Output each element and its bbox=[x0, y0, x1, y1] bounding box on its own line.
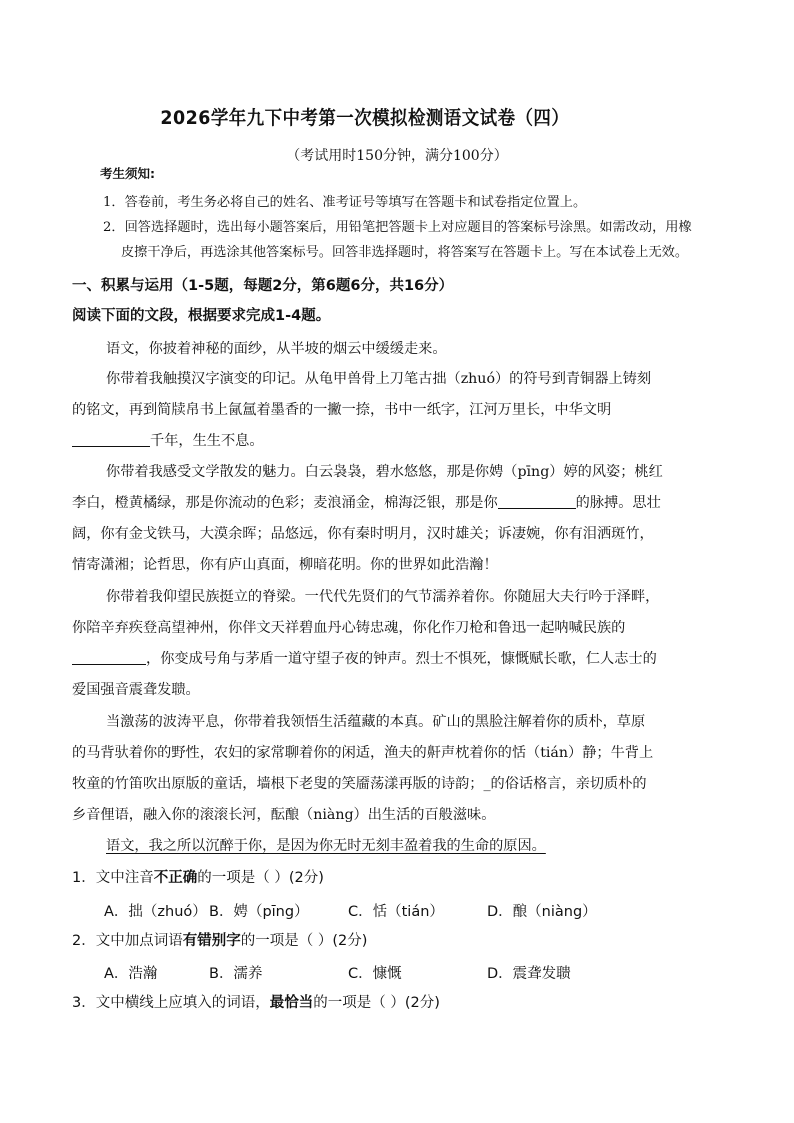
option-d[interactable]: D．震聋发聩 bbox=[487, 966, 571, 982]
question-text: 2．文中加点词语 bbox=[72, 933, 183, 949]
question-2 bbox=[72, 931, 367, 951]
option-a[interactable]: A．浩瀚 bbox=[104, 966, 158, 982]
option-d[interactable]: D．酿（niàng） bbox=[487, 904, 597, 920]
notes-heading: 考生须知: bbox=[100, 166, 155, 181]
passage-line: 情寄潇湘；论哲思，你有庐山真面，柳暗花明。你的世界如此浩瀚！ bbox=[72, 557, 498, 573]
passage-line: 的铭文，再到简牍帛书上氤氲着墨香的一撇一捺，书中一纸字，江河万里长，中华文明 bbox=[72, 402, 612, 418]
question-3 bbox=[72, 993, 440, 1013]
fill-blank[interactable] bbox=[72, 432, 150, 447]
exam-title: 2026学年九下中考第一次模拟检测语文试卷（四） bbox=[160, 107, 570, 129]
note-item: 1．答卷前，考生务必将自己的姓名、准考证号等填写在答题卡和试卷指定位置上。 bbox=[103, 195, 587, 210]
passage-line: 爱国强音震聋发聩。 bbox=[72, 682, 200, 698]
passage-line: 你带着我触摸汉字演变的印记。从龟甲兽骨上刀笔古拙（zhuó）的符号到青铜器上铸刻 bbox=[106, 371, 652, 387]
fill-blank[interactable] bbox=[498, 494, 576, 509]
question-emphasis: 不正确 bbox=[153, 870, 198, 886]
section-instruction: 阅读下面的文段，根据要求完成1-4题。 bbox=[72, 308, 331, 324]
question-emphasis: 最恰当 bbox=[269, 995, 314, 1011]
option-c[interactable]: C．慷慨 bbox=[348, 966, 402, 982]
question-text: 的一项是（ ）(2分) bbox=[197, 870, 324, 886]
option-a[interactable]: A．拙（zhuó） bbox=[104, 904, 207, 920]
passage-line bbox=[72, 493, 661, 513]
question-1 bbox=[72, 868, 324, 888]
passage-line: 你陪辛弃疾登高望神州，你伴文天祥碧血丹心铸忠魂，你化作刀枪和鲁迅一起呐喊民族的 bbox=[72, 620, 626, 636]
option-b[interactable]: B．娉（pīng） bbox=[209, 904, 309, 920]
note-item: 皮擦干净后，再选涂其他答案标号。回答非选择题时，将答案写在答题卡上。写在本试卷上无效。 bbox=[121, 245, 689, 260]
passage-line: 乡音俚语，融入你的滚滚长河，酝酿（niàng）出生活的百般滋味。 bbox=[72, 807, 496, 823]
passage-line: 你带着我仰望民族挺立的脊梁。一代代先贤们的气节濡养着你。你随屈大夫行吟于泽畔， bbox=[106, 589, 660, 605]
passage-line: 的马背驮着你的野性，农妇的家常聊着你的闲适，渔夫的鼾声枕着你的恬（tián）静；牛背上 bbox=[72, 745, 654, 761]
passage-line bbox=[72, 431, 264, 451]
question-text: 的一项是（ ）(2分) bbox=[240, 933, 368, 949]
exam-subtitle: （考试用时150分钟，满分100分） bbox=[286, 148, 508, 164]
question-text: 的一项是（ ）(2分) bbox=[313, 995, 440, 1011]
section-heading: 一、积累与运用（1-5题，每题2分，第6题6分，共16分） bbox=[72, 278, 454, 294]
passage-line: 语文，你披着神秘的面纱，从半坡的烟云中缓缓走来。 bbox=[106, 341, 447, 357]
passage-line: 你带着我感受文学散发的魅力。白云袅袅，碧水悠悠，那是你娉（pīng）婷的风姿；桃红 bbox=[106, 464, 663, 480]
passage-line: 阔，你有金戈铁马，大漠余晖；品悠远，你有秦时明月，汉时雄关；诉凄婉，你有泪洒斑竹， bbox=[72, 526, 654, 542]
passage-text: 李白，橙黄橘绿，那是你流动的色彩；麦浪涌金，棉海泛银，那是你 bbox=[72, 495, 498, 511]
passage-line bbox=[72, 649, 657, 669]
passage-text: 千年，生生不息。 bbox=[150, 433, 264, 449]
question-text: 3．文中横线上应填入的词语， bbox=[72, 995, 270, 1011]
question-emphasis: 有错别字 bbox=[182, 933, 241, 949]
fill-blank[interactable] bbox=[72, 650, 146, 665]
question-text: 1．文中注音 bbox=[72, 870, 154, 886]
passage-line: 牧童的竹笛吹出原版的童话，墙根下老叟的笑靥荡漾再版的诗韵；_的俗话格言，亲切质朴的 bbox=[72, 776, 647, 792]
passage-text: ，你变成号角与茅盾一道守望子夜的钟声。烈士不惧死，慷慨赋长歌，仁人志士的 bbox=[146, 651, 657, 667]
passage-line: 当激荡的波涛平息，你带着我领悟生活蕴藏的本真。矿山的黑脸注解着你的质朴，草原 bbox=[106, 714, 646, 730]
passage-text: 的脉搏。思壮 bbox=[575, 495, 661, 511]
option-b[interactable]: B．濡养 bbox=[209, 966, 263, 982]
underlined-sentence: 语文，我之所以沉醉于你，是因为你无时无刻丰盈着我的生命的原因。 bbox=[106, 838, 546, 854]
note-item: 2．回答选择题时，选出每小题答案后，用铅笔把答题卡上对应题目的答案标号涂黑。如需改动，用橡 bbox=[103, 220, 692, 235]
option-c[interactable]: C．恬（tián） bbox=[348, 904, 444, 920]
